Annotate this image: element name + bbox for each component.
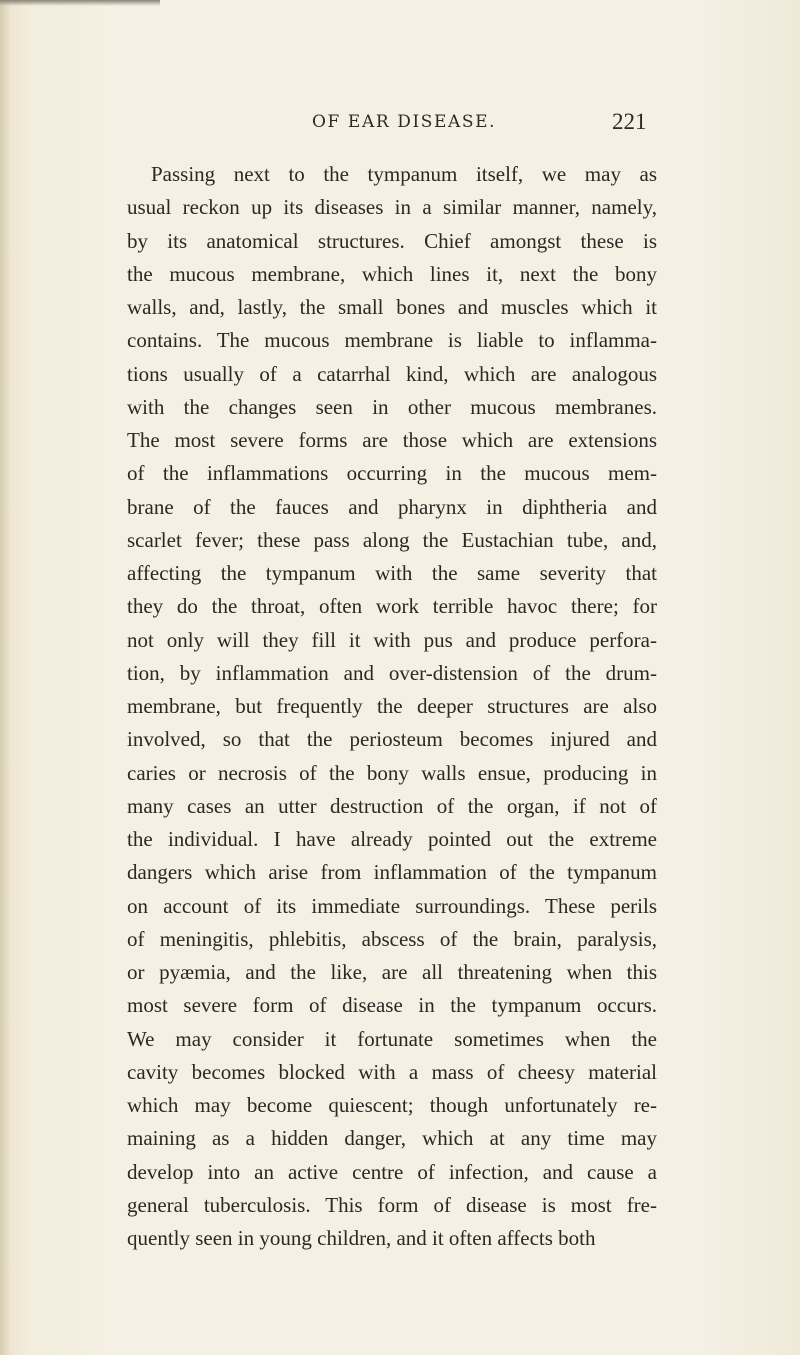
text-line: on account of its immediate surroundings. These perils — [127, 893, 657, 918]
text-line: the mucous membrane, which lines it, next the bony — [127, 261, 657, 286]
text-line: of the inflammations occurring in the mucous mem- — [127, 461, 657, 486]
text-line: many cases an utter destruction of the organ, if not of — [127, 793, 657, 818]
text-line: or pyæmia, and the like, are all threatening when this — [127, 960, 657, 984]
text-line: most severe form of disease in the tympanum occurs. — [127, 993, 657, 1018]
text-line: walls, and, lastly, the small bones and muscles which it — [127, 295, 657, 319]
page-binding-edge — [0, 0, 10, 1355]
text-line: the individual. I have already pointed out the extreme — [127, 827, 657, 851]
text-line: involved, so that the periosteum becomes injured and — [127, 727, 657, 752]
text-line: not only will they fill it with pus and produce perfora- — [127, 627, 657, 652]
text-line: dangers which arise from inflammation of the tympanum — [127, 860, 657, 885]
text-line: caries or necrosis of the bony walls ensue, producing in — [127, 760, 657, 785]
text-line: Passing next to the tympanum itself, we may as — [151, 162, 657, 186]
text-line: membrane, but frequently the deeper structures are also — [127, 694, 657, 718]
text-line: contains. The mucous membrane is liable to inflamma- — [127, 328, 657, 353]
text-line: scarlet fever; these pass along the Eustachian tube, and, — [127, 527, 657, 552]
text-line: develop into an active centre of infection, and cause a — [127, 1159, 657, 1184]
text-line: tion, by inflammation and over-distension of the drum- — [127, 660, 657, 685]
text-line: which may become quiescent; though unfortunately re- — [127, 1093, 657, 1117]
running-title: OF EAR DISEASE. — [312, 112, 497, 132]
page-top-shadow — [0, 0, 160, 6]
page-number: 221 — [612, 109, 647, 134]
text-line: of meningitis, phlebitis, abscess of the brain, paralysis, — [127, 926, 657, 951]
text-line: with the changes seen in other mucous membranes. — [127, 394, 657, 419]
text-line: brane of the fauces and pharynx in diphtheria and — [127, 494, 657, 519]
text-line: general tuberculosis. This form of disease is most fre- — [127, 1192, 657, 1217]
text-line: cavity becomes blocked with a mass of cheesy material — [127, 1059, 657, 1084]
text-line: The most severe forms are those which are extensions — [127, 428, 657, 452]
text-line: by its anatomical structures. Chief amongst these is — [127, 228, 657, 253]
text-line: usual reckon up its diseases in a similar manner, namely, — [127, 195, 657, 220]
text-line: We may consider it fortunate sometimes when the — [127, 1026, 657, 1051]
text-line: they do the throat, often work terrible havoc there; for — [127, 594, 657, 619]
text-line: maining as a hidden danger, which at any time may — [127, 1126, 657, 1151]
text-line: affecting the tympanum with the same severity that — [127, 561, 657, 585]
text-line: tions usually of a catarrhal kind, which are analogous — [127, 361, 657, 386]
text-line: quently seen in young children, and it often affects both — [127, 1226, 596, 1250]
body-paragraph — [127, 158, 657, 1255]
